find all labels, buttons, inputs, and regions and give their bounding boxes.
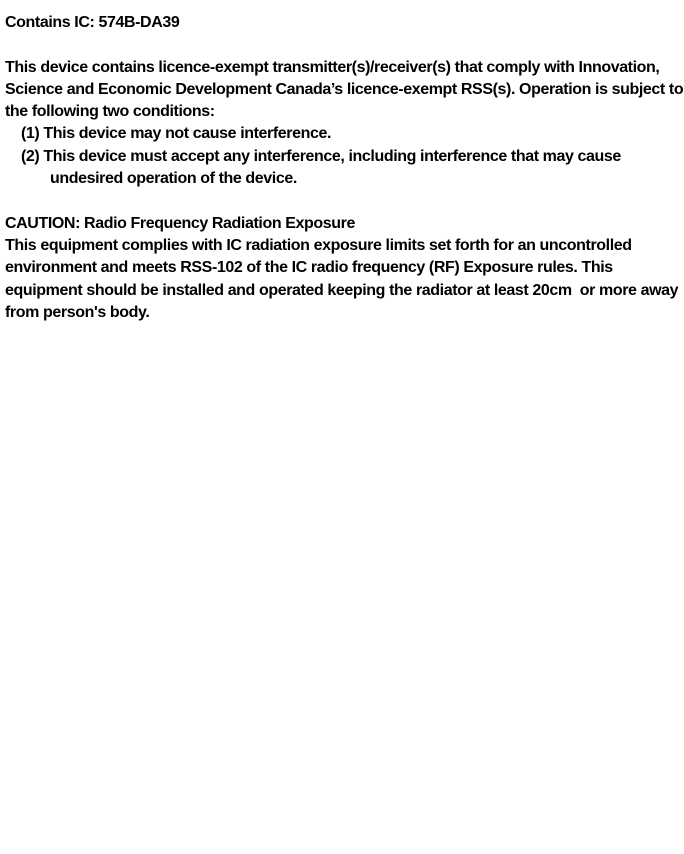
ised-compliance-paragraph (5, 57, 682, 191)
caution-body-line: equipment should be installed and operated keeping the radiator at least 20cm or more away (5, 281, 679, 299)
condition-2-continuation-line: undesired operation of the device. (50, 170, 297, 188)
contains-ic-line: Contains IC: 574B-DA39 (5, 14, 180, 31)
condition-1-line: (1) This device may not cause interference. (21, 125, 332, 143)
caution-heading: CAUTION: Radio Frequency Radiation Exposure (5, 214, 355, 232)
caution-body-line: environment and meets RSS-102 of the IC radio frequency (RF) Exposure rules. This (5, 259, 613, 277)
ised-statement-line: This device contains licence-exempt transmitter(s)/receiver(s) that comply with Innovation, (5, 58, 660, 76)
caution-section (5, 213, 682, 324)
caution-body-line: This equipment complies with IC radiation exposure limits set forth for an uncontrolled (5, 236, 632, 254)
condition-2-line: (2) This device must accept any interference, including interference that may cause (21, 147, 621, 165)
ised-statement-line: the following two conditions: (5, 103, 215, 121)
ised-statement-line: Science and Economic Development Canada’s licence-exempt RSS(s). Operation is subject to (5, 80, 684, 98)
caution-body-line: from person's body. (5, 303, 150, 321)
